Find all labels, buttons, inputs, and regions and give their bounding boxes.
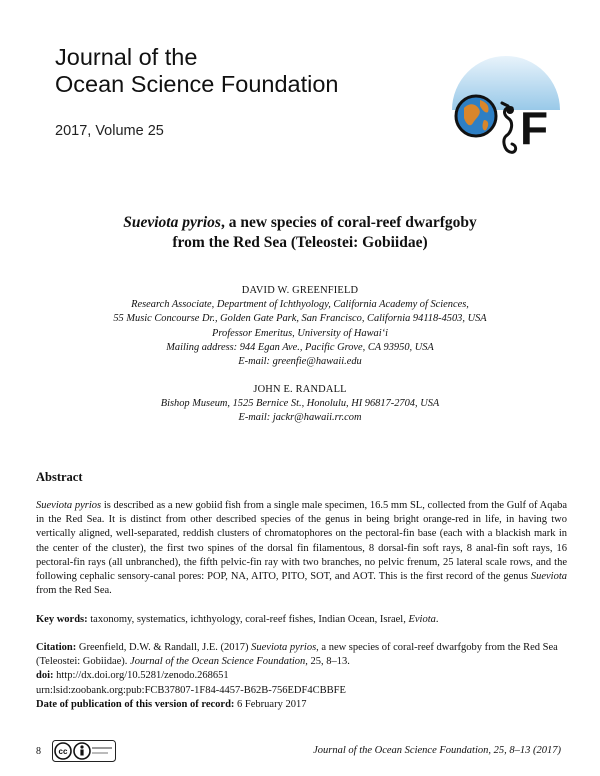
- author-affiliation: 55 Music Concourse Dr., Golden Gate Park, San Francisco, California 94118-4503, USA: [113, 313, 487, 325]
- cc-label: cc: [58, 747, 68, 756]
- footer-journal-reference: Journal of the Ocean Science Foundation, 25, 8–13 (2017): [313, 745, 561, 756]
- citation-authors: Greenfield, D.W. & Randall, J.E. (2017): [76, 642, 252, 653]
- cc-license-badge[interactable]: [52, 740, 116, 762]
- citation-title: , a new species of coral-reef dwarfgoby from the Red Sea (Teleostei: Gobiidae).: [36, 642, 558, 668]
- publication-date: [36, 698, 567, 712]
- keywords-italic: Eviota: [408, 614, 436, 625]
- doi-line: [36, 669, 567, 683]
- abstract-text: is described as a new gobiid fish from a single male specimen, 16.5 mm SL, collected from the Gulf of Aqaba in the Red Sea. It is distinct from other described species of the genus in being bright orange-red in life, in having two vertically aligned, well-separated, reddish clusters of chromatophores on the pectoral-fin base (each with a blackish mark in the center of the cluster), the first two spines of the dorsal fin filamentous, 8 dorsal-fin soft rays, 8 anal-fin soft rays, 16 pectoral-fin rays (all unbranched), the fifth pelvic-fin ray with two branches, no pelvic frenum, 25 lateral scale rows, and the following cephalic sensory-canal pores: POP, NA, AITO, PITO, SOT, and AOT. This is the first record of the genus: [36, 500, 568, 583]
- author-block-randall: [0, 383, 600, 426]
- article-title-species: Sueviota pyrios: [123, 214, 221, 231]
- author-email: E-mail: greenfie@hawaii.edu: [238, 356, 362, 368]
- citation-species: Sueviota pyrios: [251, 642, 317, 653]
- lsid-line[interactable]: urn:lsid:zoobank.org:pub:FCB37807-1F84-4457-B62B-756EDF4CBBFE: [36, 684, 346, 696]
- osf-logo: [446, 48, 566, 168]
- abstract-body: [36, 499, 567, 598]
- page-number: 8: [36, 746, 41, 757]
- citation-block: [36, 641, 567, 712]
- abstract-genus: Sueviota: [530, 571, 567, 583]
- author-affiliation: Mailing address: 944 Egan Ave., Pacific Grove, CA 93950, USA: [166, 341, 434, 353]
- keywords: [36, 614, 567, 625]
- citation-pages: , 25, 8–13.: [305, 656, 350, 668]
- abstract-species: Sueviota pyrios: [36, 500, 102, 511]
- journal-title: [55, 44, 339, 98]
- author-affiliation: Bishop Museum, 1525 Bernice St., Honolulu, HI 96817-2704, USA: [160, 398, 440, 410]
- article-title-rest: , a new species of coral-reef dwarfgoby: [220, 214, 477, 231]
- citation-journal: Journal of the Ocean Science Foundation: [130, 656, 306, 668]
- publication-date-label: Date of publication of this version of record:: [36, 698, 235, 710]
- doi-label: doi:: [36, 670, 54, 682]
- keywords-text: taxonomy, systematics, ichthyology, coral-reef fishes, Indian Ocean, Israel,: [87, 614, 409, 625]
- abstract-tail: from the Red Sea.: [36, 585, 112, 597]
- globe-icon: [456, 96, 496, 136]
- article-title: [0, 213, 600, 253]
- seahorse-icon: [502, 103, 516, 152]
- keywords-end: .: [435, 614, 439, 625]
- author-email: E-mail: jackr@hawaii.rr.com: [238, 412, 362, 424]
- author-affiliation: Professor Emeritus, University of Hawai‘i: [212, 327, 388, 339]
- journal-title-line1: Journal of the: [55, 44, 198, 70]
- journal-year-volume: 2017, Volume 25: [55, 123, 164, 139]
- publication-date-value: 6 February 2017: [234, 698, 307, 710]
- citation-label: Citation:: [36, 642, 77, 653]
- logo-letter: F: [520, 102, 549, 154]
- abstract-heading: Abstract: [36, 470, 83, 484]
- author-name: JOHN E. RANDALL: [253, 384, 347, 395]
- author-affiliation: Research Associate, Department of Ichthyology, California Academy of Sciences,: [131, 299, 469, 311]
- keywords-label: Key words:: [36, 614, 88, 625]
- article-title-line2: from the Red Sea (Teleostei: Gobiidae): [172, 234, 428, 251]
- citation-text: [36, 641, 567, 669]
- author-name: DAVID W. GREENFIELD: [241, 285, 359, 296]
- journal-title-line2: Ocean Science Foundation: [55, 71, 339, 97]
- doi-link[interactable]: http://dx.doi.org/10.5281/zenodo.268651: [53, 670, 229, 682]
- author-block-greenfield: [0, 284, 600, 369]
